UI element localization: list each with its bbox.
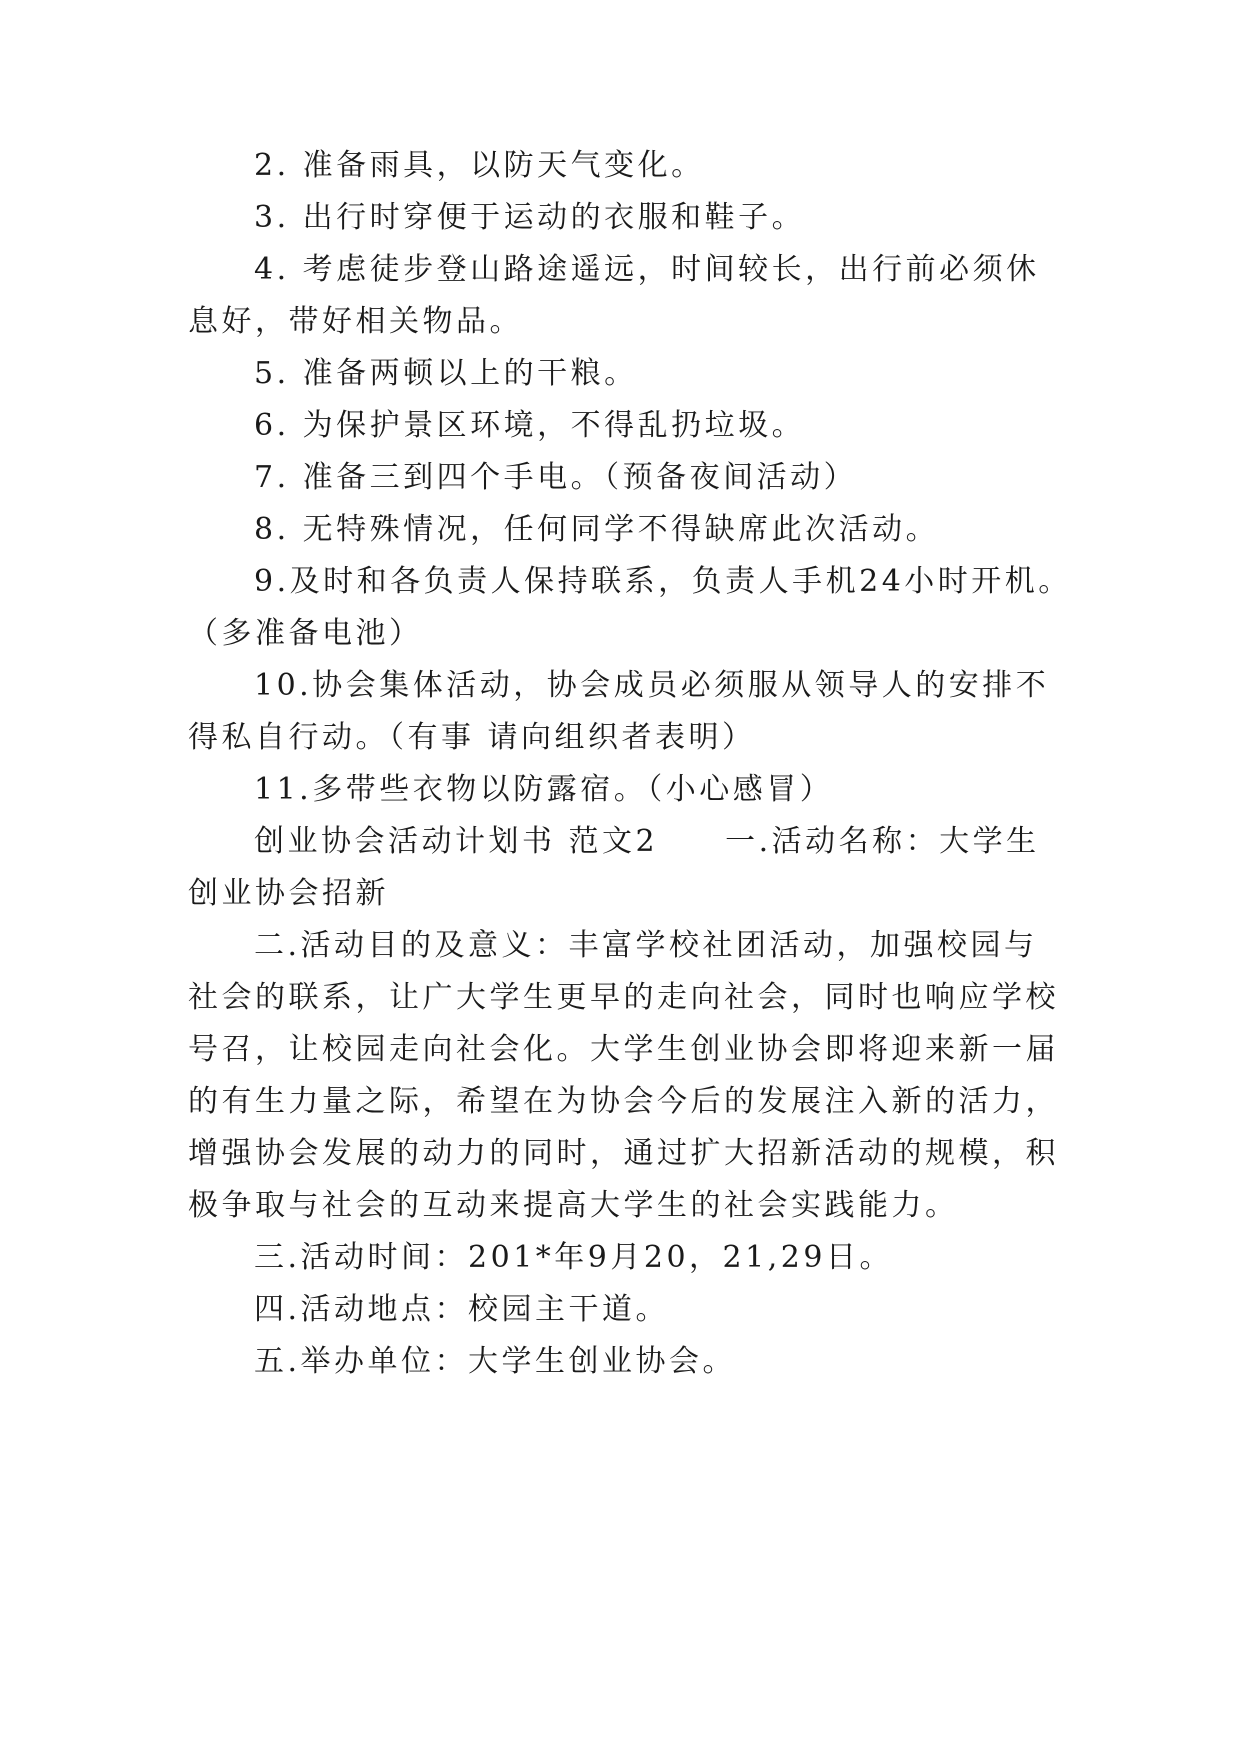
text-line: 三.活动时间：201*年9月20，21,29日。 (254, 1240, 893, 1275)
text-line: 11.多带些衣物以防露宿。（小心感冒） (254, 772, 834, 807)
text-line: 创业协会活动计划书 范文2 一.活动名称：大学生 (254, 824, 1040, 859)
text-line: 4. 考虑徒步登山路途遥远，时间较长，出行前必须休 (254, 252, 1040, 287)
text-line: 五.举办单位：大学生创业协会。 (254, 1344, 737, 1379)
text-line: 6. 为保护景区环境，不得乱扔垃圾。 (254, 408, 806, 443)
text-line: 社会的联系，让广大学生更早的走向社会，同时也响应学校 (188, 980, 1059, 1015)
text-line: 7. 准备三到四个手电。（预备夜间活动） (254, 460, 858, 495)
text-line: （多准备电池） (188, 616, 423, 651)
text-line: 10.协会集体活动，协会成员必须服从领导人的安排不 (254, 668, 1050, 703)
text-line: 的有生力量之际，希望在为协会今后的发展注入新的活力， (188, 1084, 1059, 1119)
text-line: 增强协会发展的动力的同时，通过扩大招新活动的规模，积 (188, 1136, 1059, 1171)
text-line: 二.活动目的及意义：丰富学校社团活动，加强校园与 (254, 928, 1038, 963)
text-line: 3. 出行时穿便于运动的衣服和鞋子。 (254, 200, 806, 235)
text-line: 5. 准备两顿以上的干粮。 (254, 356, 638, 391)
text-line: 号召，让校园走向社会化。大学生创业协会即将迎来新一届 (188, 1032, 1059, 1067)
text-line: 息好，带好相关物品。 (188, 304, 523, 339)
text-line: 9.及时和各负责人保持联系，负责人手机24小时开机。 (254, 564, 1072, 599)
text-line: 8. 无特殊情况，任何同学不得缺席此次活动。 (254, 512, 940, 547)
text-line: 创业协会招新 (188, 876, 389, 911)
text-line: 2. 准备雨具，以防天气变化。 (254, 148, 705, 183)
text-line: 极争取与社会的互动来提高大学生的社会实践能力。 (188, 1188, 959, 1223)
text-line: 得私自行动。（有事 请向组织者表明） (188, 720, 756, 755)
text-line: 四.活动地点：校园主干道。 (254, 1292, 670, 1327)
